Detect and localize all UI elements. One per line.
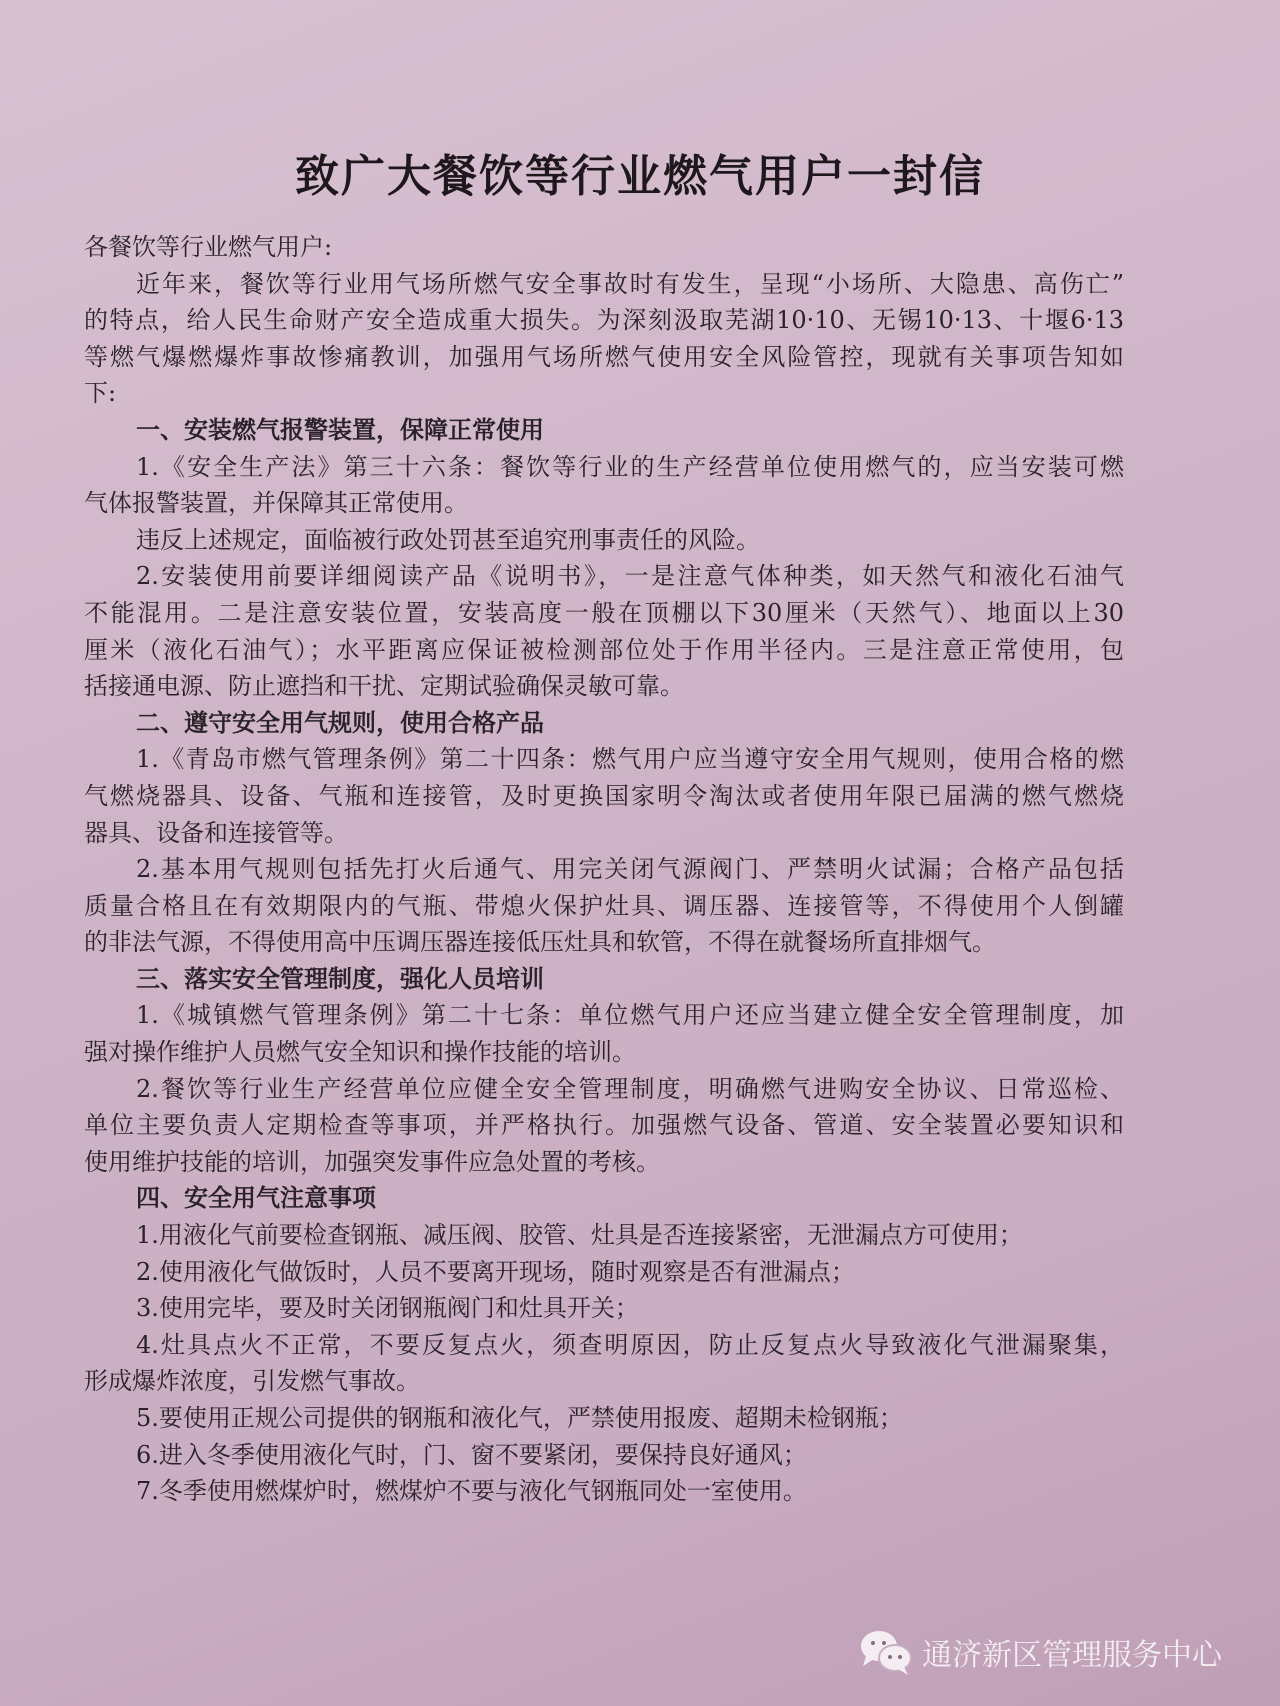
wechat-icon (858, 1628, 914, 1676)
body-line: 6.进入冬季使用液化气时，门、窗不要紧闭，要保持良好通风； (136, 1440, 807, 1469)
intro-line: 下: (84, 379, 117, 408)
section-heading: 三、落实安全管理制度，强化人员培训 (136, 963, 544, 993)
section-heading: 二、遵守安全用气规则，使用合格产品 (136, 707, 544, 737)
body-line: 不能混用。二是注意安装位置，安装高度一般在顶棚以下30厘米（天然气）、地面以上30 (84, 598, 1124, 627)
intro-line: 等燃气爆燃爆炸事故惨痛教训，加强用气场所燃气使用安全风险管控，现就有关事项告知如 (84, 342, 1124, 371)
body-line: 4.灶具点火不正常，不要反复点火，须查明原因，防止反复点火导致液化气泄漏聚集， (136, 1330, 1124, 1359)
intro-line: 的特点，给人民生命财产安全造成重大损失。为深刻汲取芜湖10·10、无锡10·13、十堰6·13 (84, 306, 1124, 335)
body-line: 气燃烧器具、设备、气瓶和连接管，及时更换国家明令淘汰或者使用年限已届满的燃气燃烧 (84, 781, 1124, 810)
body-line: 气体报警装置，并保障其正常使用。 (84, 489, 468, 518)
document-title: 致广大餐饮等行业燃气用户一封信 (295, 151, 985, 202)
body-line: 2.使用液化气做饭时，人员不要离开现场，随时观察是否有泄漏点； (136, 1257, 855, 1286)
watermark-text: 通济新区管理服务中心 (922, 1638, 1222, 1673)
wechat-watermark (858, 1628, 1222, 1676)
letter-body (84, 229, 1124, 1510)
body-line: 使用维护技能的培训，加强突发事件应急处置的考核。 (84, 1147, 660, 1176)
body-line: 1.《安全生产法》第三十六条：餐饮等行业的生产经营单位使用燃气的，应当安装可燃 (136, 452, 1124, 481)
section-heading: 一、安装燃气报警装置，保障正常使用 (136, 414, 544, 444)
body-line: 单位主要负责人定期检查等事项，并严格执行。加强燃气设备、管道、安全装置必要知识和 (84, 1111, 1124, 1140)
body-line: 2.基本用气规则包括先打火后通气、用完关闭气源阀门、严禁明火试漏；合格产品包括 (136, 855, 1124, 884)
body-line: 形成爆炸浓度，引发燃气事故。 (84, 1367, 420, 1396)
body-line: 2.安装使用前要详细阅读产品《说明书》，一是注意气体种类，如天然气和液化石油气 (136, 562, 1124, 591)
body-line: 1.用液化气前要检查钢瓶、减压阀、胶管、灶具是否连接紧密，无泄漏点方可使用； (136, 1221, 1023, 1250)
body-line: 括接通电源、防止遮挡和干扰、定期试验确保灵敏可靠。 (84, 672, 684, 701)
body-line: 违反上述规定，面临被行政处罚甚至追究刑事责任的风险。 (136, 525, 760, 554)
body-line: 的非法气源，不得使用高中压调压器连接低压灶具和软管，不得在就餐场所直排烟气。 (84, 928, 996, 957)
body-line: 3.使用完毕，要及时关闭钢瓶阀门和灶具开关； (136, 1294, 639, 1323)
body-line: 器具、设备和连接管等。 (84, 818, 348, 847)
body-line: 1.《城镇燃气管理条例》第二十七条：单位燃气用户还应当建立健全安全管理制度，加 (136, 1001, 1124, 1030)
section-heading: 四、安全用气注意事项 (136, 1183, 376, 1213)
intro-line: 近年来，餐饮等行业用气场所燃气安全事故时有发生，呈现“小场所、大隐患、高伤亡” (136, 269, 1124, 298)
body-line: 7.冬季使用燃煤炉时，燃煤炉不要与液化气钢瓶同处一室使用。 (136, 1477, 807, 1506)
body-line: 厘米（液化石油气）；水平距离应保证被检测部位处于作用半径内。三是注意正常使用，包 (84, 635, 1124, 664)
greeting: 各餐饮等行业燃气用户: (84, 233, 333, 261)
body-line: 2.餐饮等行业生产经营单位应健全安全管理制度，明确燃气进购安全协议、日常巡检、 (136, 1074, 1124, 1103)
body-line: 质量合格且在有效期限内的气瓶、带熄火保护灶具、调压器、连接管等，不得使用个人倒罐 (84, 891, 1124, 920)
body-line: 5.要使用正规公司提供的钢瓶和液化气，严禁使用报废、超期未检钢瓶； (136, 1404, 903, 1432)
body-line: 1.《青岛市燃气管理条例》第二十四条：燃气用户应当遵守安全用气规则，使用合格的燃 (136, 745, 1124, 774)
body-line: 强对操作维护人员燃气安全知识和操作技能的培训。 (84, 1038, 636, 1067)
